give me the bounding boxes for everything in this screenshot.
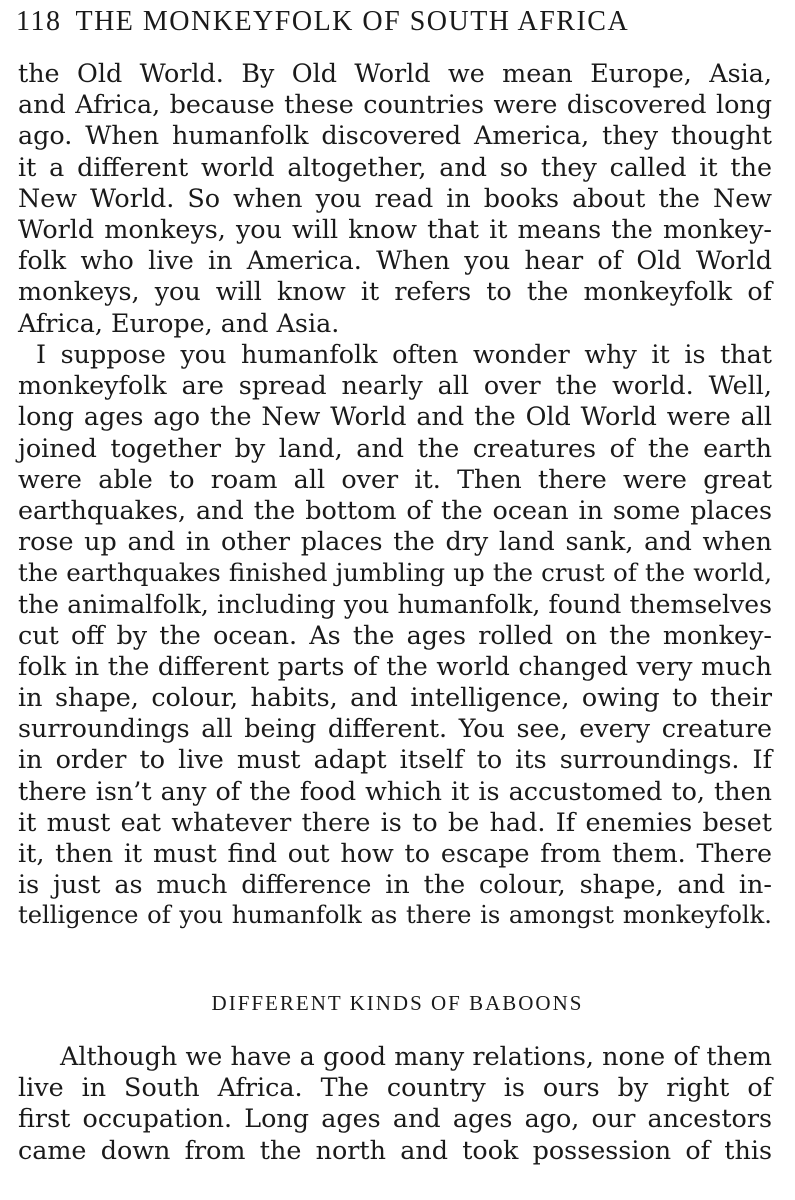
- section-heading: DIFFERENT KINDS OF BABOONS: [211, 991, 584, 1015]
- page-number: 118: [16, 6, 62, 37]
- text-line: cut off by the ocean. As the ages rolled on the monkey-: [18, 619, 772, 650]
- text-line: the earthquakes finished jumbling up the crust of the world,: [18, 558, 772, 588]
- text-line: earthquakes, and the bottom of the ocean in some places: [18, 494, 772, 525]
- text-line: surroundings all being different. You see, every creature: [18, 713, 772, 744]
- text-line: long ages ago the New World and the Old World were all: [18, 401, 772, 432]
- text-line: joined together by land, and the creatures of the earth: [18, 432, 772, 463]
- text-line: it a different world altogether, and so they called it the: [18, 151, 772, 182]
- text-line: telligence of you humanfolk as there is amongst monkeyfolk.: [18, 901, 772, 930]
- paragraph-1: [18, 58, 772, 339]
- text-line: were able to roam all over it. Then there were great: [18, 463, 772, 494]
- text-line: came down from the north and took possession of this: [18, 1134, 772, 1165]
- paragraph-2: [18, 339, 772, 932]
- book-title: THE MONKEYFOLK OF SOUTH AFRICA: [75, 6, 630, 37]
- text-line: New World. So when you read in books about the New: [18, 182, 772, 213]
- text-line: there isn’t any of the food which it is accustomed to, then: [18, 775, 772, 806]
- text-line: I suppose you humanfolk often wonder why it is that: [36, 339, 772, 369]
- text-line: folk who live in America. When you hear of Old World: [18, 245, 772, 276]
- text-line: Africa, Europe, and Asia.: [18, 307, 340, 338]
- text-line: monkeys, you will know it refers to the monkeyfolk of: [18, 276, 772, 307]
- text-line: in order to live must adapt itself to its surroundings. If: [18, 744, 772, 775]
- text-line: folk in the different parts of the world changed very much: [18, 650, 772, 681]
- paragraph-3: [18, 1041, 772, 1166]
- text-line: World monkeys, you will know that it means the monkey-: [18, 213, 772, 244]
- text-line: and Africa, because these countries were discovered long: [18, 89, 772, 120]
- text-line: it must eat whatever there is to be had. If enemies beset: [18, 806, 772, 837]
- text-line: it, then it must find out how to escape from them. There: [18, 838, 772, 868]
- running-head: [16, 6, 776, 46]
- text-line: the Old World. By Old World we mean Europe, Asia,: [18, 58, 772, 88]
- text-line: first occupation. Long ages and ages ago, our ancestors: [18, 1103, 772, 1134]
- text-line: in shape, colour, habits, and intelligence, owing to their: [18, 682, 772, 713]
- text-line: rose up and in other places the dry land sank, and when: [18, 526, 772, 557]
- text-line: is just as much difference in the colour, shape, and in-: [18, 869, 772, 900]
- text-line: the animalfolk, including you humanfolk, found themselves: [18, 589, 772, 619]
- text-line: Although we have a good many relations, none of them: [60, 1041, 772, 1071]
- text-line: ago. When humanfolk discovered America, they thought: [18, 120, 772, 151]
- text-line: live in South Africa. The country is ours by right of: [18, 1072, 772, 1103]
- text-line: monkeyfolk are spread nearly all over the world. Well,: [18, 370, 772, 401]
